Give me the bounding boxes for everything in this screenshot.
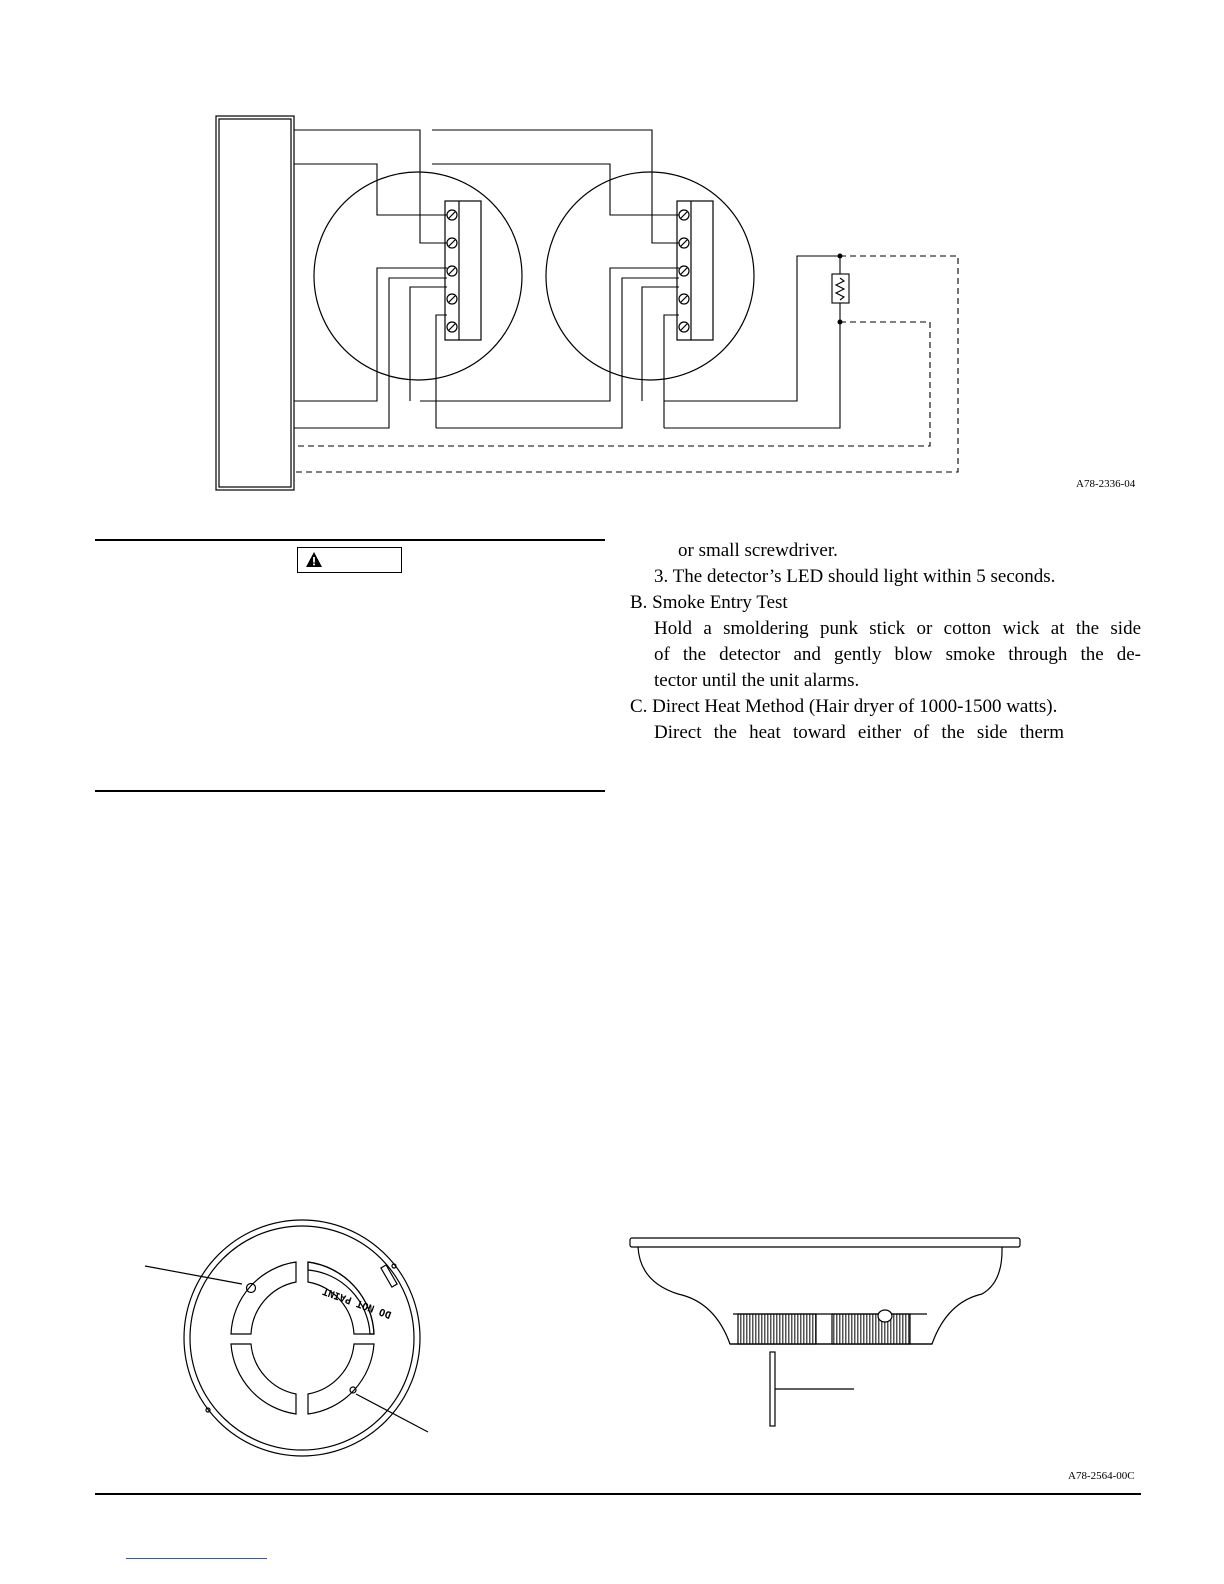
detector-base-1: [314, 172, 522, 380]
text-line: or small screwdriver.: [678, 540, 838, 561]
solid-wires: [294, 130, 840, 428]
text-line: of the detector and gently blow smoke through the de-: [654, 644, 1141, 665]
text-line: Hold a smoldering punk stick or cotton wick at the side: [654, 618, 1141, 639]
control-panel: [216, 116, 294, 490]
figure-code-top: A78-2336-04: [1076, 478, 1136, 490]
do-not-paint-label: DO NOT PAINT: [321, 1284, 393, 1320]
eol-resistor: [832, 274, 849, 303]
warning-top-rule: [95, 539, 605, 541]
figure-code-bottom: A78-2564-00C: [1068, 1470, 1135, 1482]
section-b-heading: B. Smoke Entry Test: [630, 592, 788, 613]
terminal-block-2: [677, 201, 713, 340]
wiring-diagram: [0, 0, 1224, 510]
detector-top-view: [130, 1210, 450, 1470]
terminal-block-1: [445, 201, 481, 340]
warning-triangle-icon: [306, 552, 322, 567]
dashed-wires: [294, 256, 958, 472]
section-c-heading: C. Direct Heat Method (Hair dryer of 1000-1500 watts).: [630, 696, 1058, 717]
detector-side-view: [620, 1228, 1040, 1438]
terminal-screws-2: [679, 210, 689, 332]
text-line: tector until the unit alarms.: [654, 670, 860, 691]
footer-rule: [95, 1493, 1141, 1495]
step-3: 3. The detector’s LED should light within 5 seconds.: [654, 566, 1056, 587]
warning-box: [297, 547, 402, 573]
text-line: Direct the heat toward either of the side therm: [654, 722, 1064, 743]
terminal-screws-1: [447, 210, 457, 332]
footer-link-underline[interactable]: [126, 1558, 267, 1559]
warning-bottom-rule: [95, 790, 605, 792]
detector-base-2: [546, 172, 754, 380]
